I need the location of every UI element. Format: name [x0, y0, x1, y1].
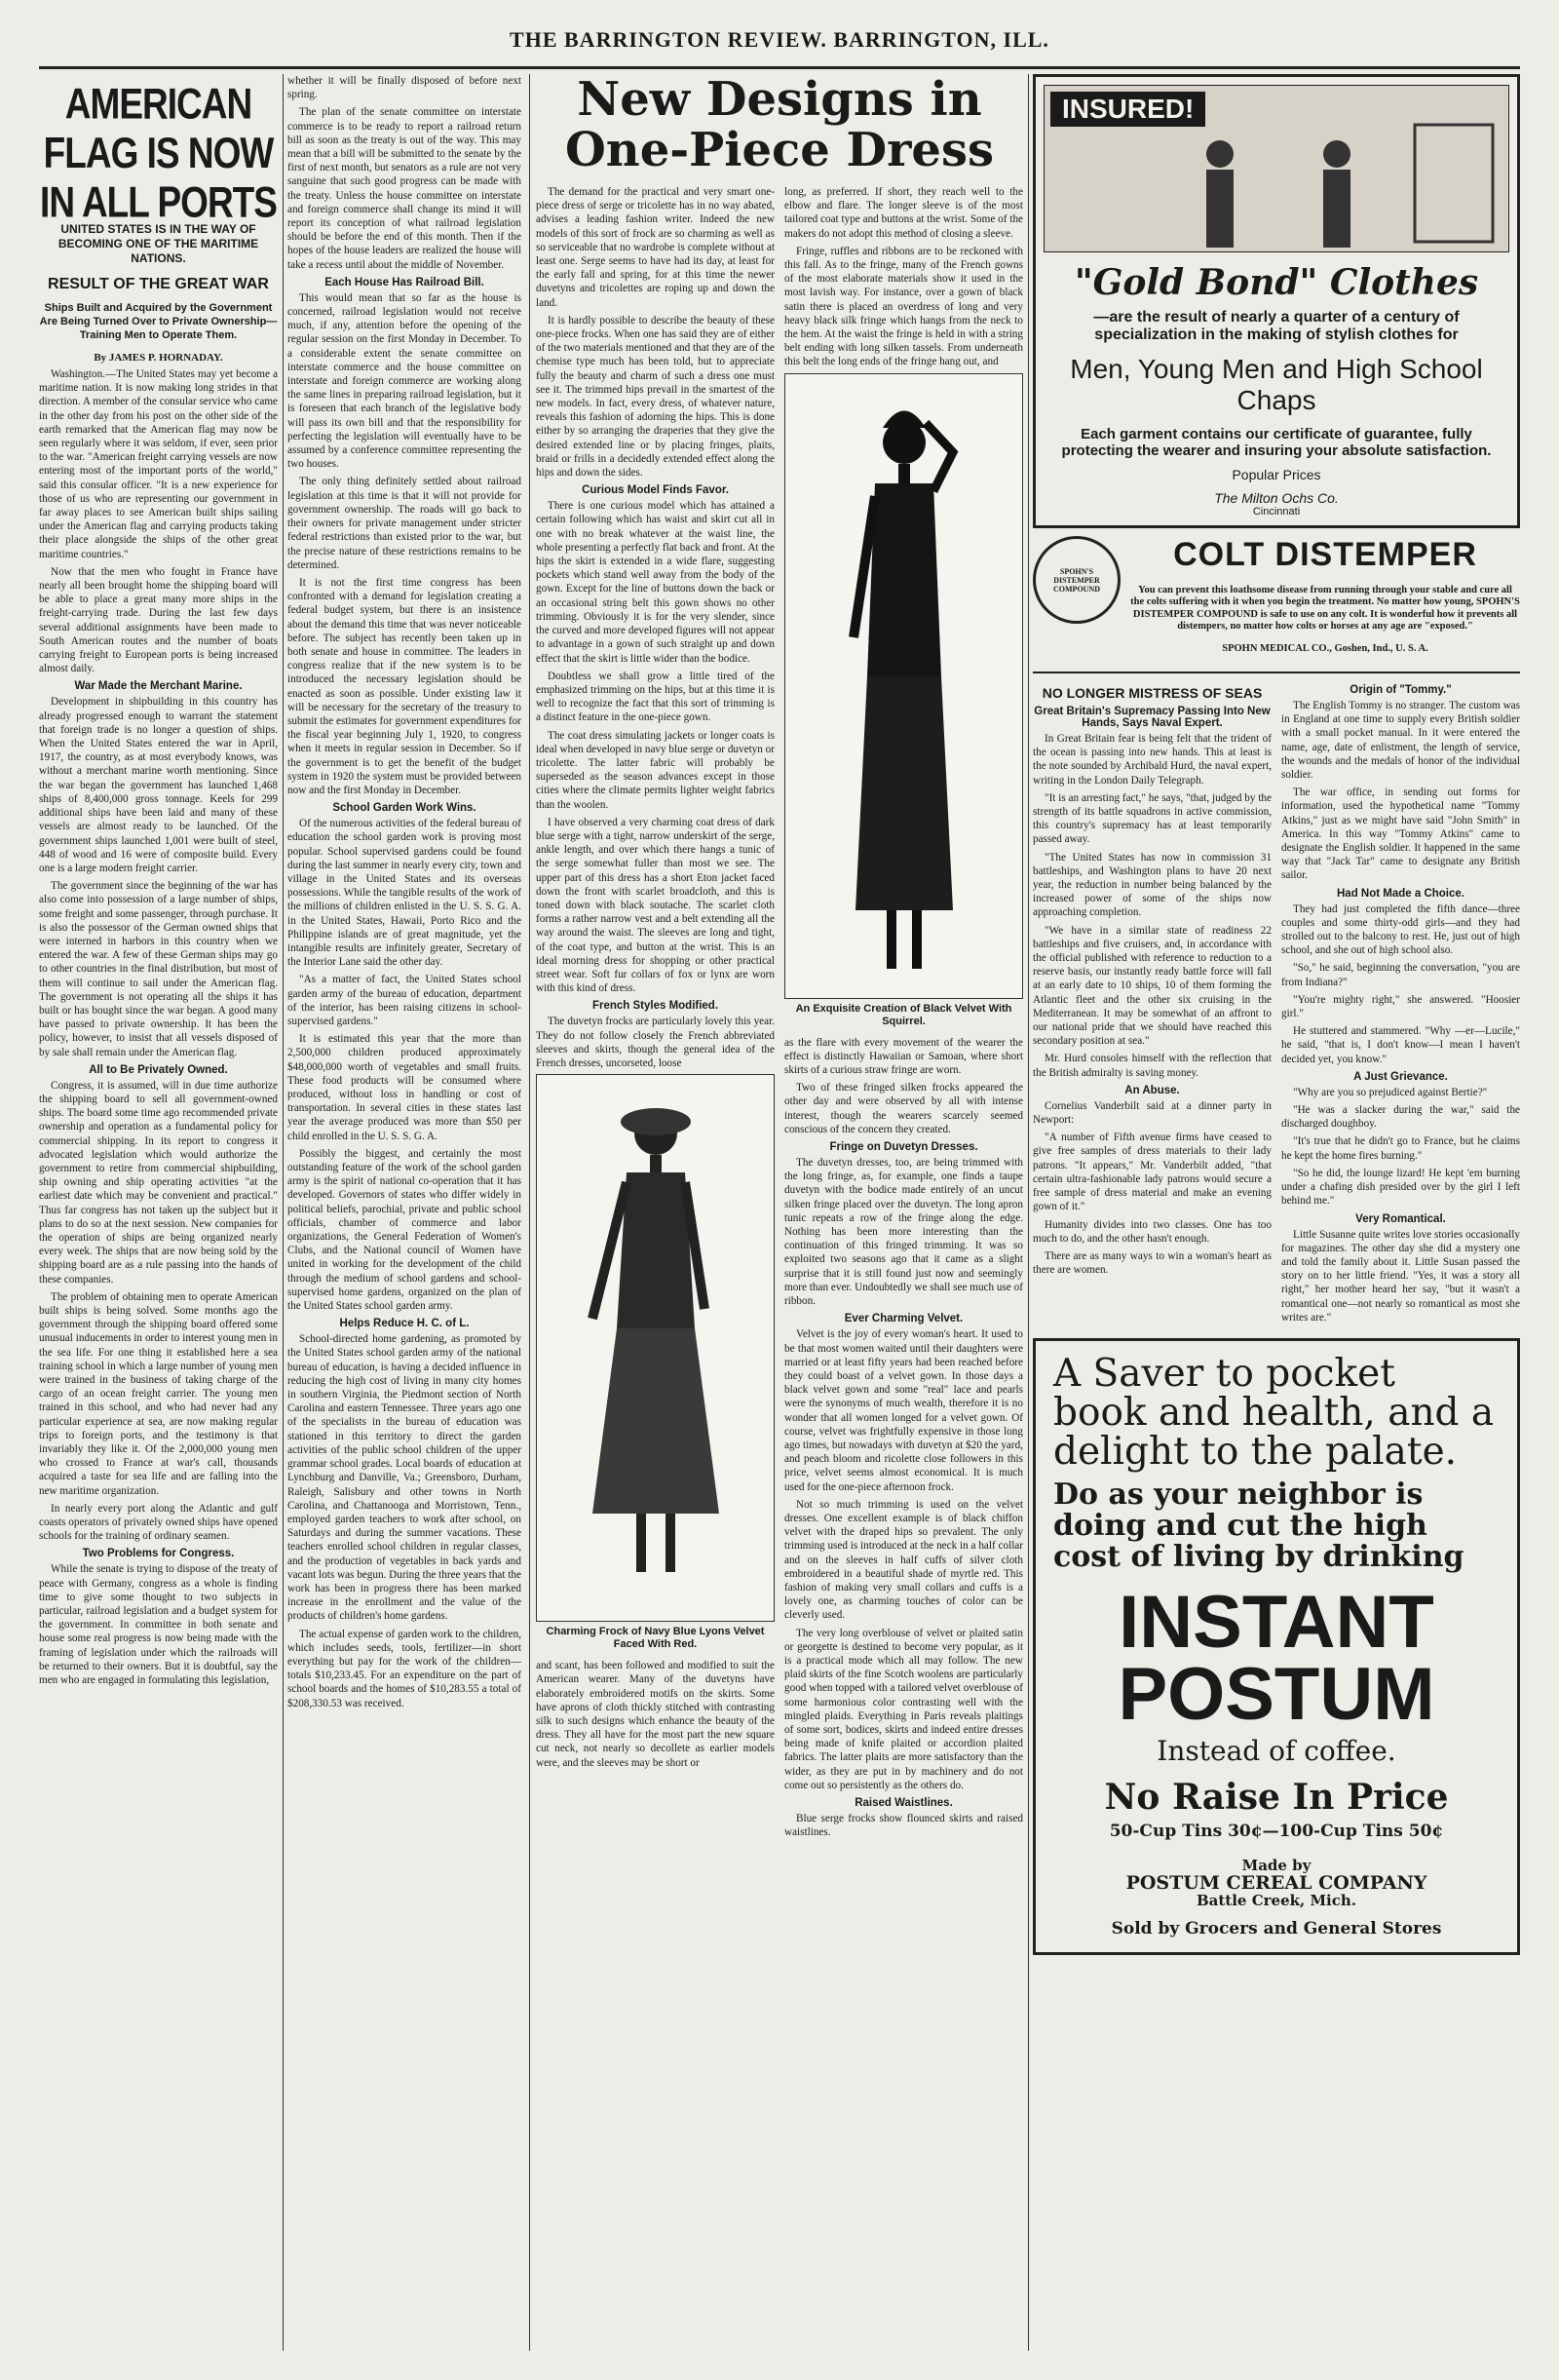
article-title: Origin of "Tommy." [1350, 684, 1452, 696]
seas-article [1033, 679, 1272, 1328]
ad-gold-bond-clothes [1033, 74, 1520, 528]
paragraph: While the senate is trying to dispose of the treaty of peace with Germany, congress as a whole is finding time to give some thought to two subjects in particular, railroad legislation and a budget system for the government. In committee in both senate and house some real progress is now being made with the framing of legislation under which the railroads will be returned to their owners. But it is doubtful, say the men who are engaged in formulating this legislation, [39, 1563, 278, 1687]
ad-text: You can prevent this loathsome disease from running through your stable and cure all the colts suffering with it when you begin the treatment. No matter how young, SPOHN'S DISTEMPER COMPOUND is safe to use on any colt. It is wonderful how it prevents all distempers, no matter how colts or horses at any age are "exposed." [1130, 584, 1520, 632]
paragraph: whether it will be finally disposed of before next spring. [287, 75, 521, 101]
flag-byline: By JAMES P. HORNADAY. [94, 352, 223, 364]
subhead: French Styles Modified. [591, 1000, 719, 1013]
paragraph: The actual expense of garden work to the children, which includes seeds, tools, fertilizer—in short everything but pay for the work of the children—totals $10,233.45. For an expenditure on the part of school boards and the homes of $10,283.55 a total of $208,330.53 was received. [287, 1628, 521, 1709]
paragraph: "We have in a similar state of readiness 22 battleships and five cruisers, and, in accordance with the official published with reference to reduction to a reserve basis, our instantly ready battle force will fall at an early date to 10 ships, 10 of them forming the Atlantic fleet and the other six cruising in the Mediterranean. It may be somewhat of an affront to our national pride that we should have reached this secondary position at sea." [1033, 924, 1272, 1048]
column-ads [1033, 74, 1520, 2351]
dress-right-column [784, 185, 1023, 1843]
paragraph: "The United States has now in commission 31 battleships, and Washington plans to have 20 next year, the reduction in number being balanced by the increased power of some of the ships now approaching completion. [1033, 851, 1272, 919]
ad-company: POSTUM CEREAL COMPANY [1125, 1871, 1427, 1894]
ad-text: Sold by Grocers and General Stores [1111, 1918, 1442, 1939]
ad-text: —are the result of nearly a quarter of a century of specialization in the making of stylish clothes for [1093, 309, 1460, 343]
subhead: A Just Grievance. [1353, 1070, 1448, 1083]
paragraph: The demand for the practical and very smart one-piece dress of serge or tricolette has in no way abated, advises a leading fashion writer. Indeed the new models of this sort of frock are so charming as well as so serviceable that no wardrobe is complete without at least one. Serge seems to have had its day, at least for the early fall and spring, for at this time the newer duvetyns and tricolettes are roping up and down the land. [536, 186, 775, 309]
ad-text: Popular Prices [1232, 467, 1321, 482]
paragraph: long, as preferred. If short, they reach well to the elbow and flare. The longer sleeve is of the most tailored coat type and buttons at the wrist. Some of the makers do not adopt this method of closing a sleeve. [784, 186, 1023, 240]
fashion-illustration-black-velvet [784, 373, 1023, 999]
column-rule [1028, 74, 1029, 2351]
paragraph: and scant, has been followed and modified to suit the American wearer. Many of the duvetyns have elaborately embroidered motifs on the skirts. Some have aprons of cloth thickly stitched with contrasting silk to such designs which enhance the beauty of the dress. They all have for the most part the new square cut neck, not nearly so decollete as earlier models were, and the sleeves may be short or [536, 1660, 775, 1769]
paragraph: Two of these fringed silken frocks appeared the other day and were observed by all with intense interest, though the wearers scarcely seemed conscious of the concern they created. [784, 1082, 1023, 1135]
paragraph: Cornelius Vanderbilt said at a dinner party in Newport: [1033, 1099, 1272, 1127]
paragraph: In nearly every port along the Atlantic and gulf coasts operators of privately owned ships have opened schools for the training of ordinary seamen. [39, 1502, 278, 1543]
subhead: Had Not Made a Choice. [1337, 887, 1464, 900]
paragraph: The government since the beginning of the war has also come into possession of a large number of ships, some freight and some passenger, through purchase. It is also the possessor of the German owned ships that were interned in harbors in this country when we entered the war. A few of these German ships may go to other countries in the final distribution, but most of them will continue to sail under the American flag. The government is not operating all the ships it has built or has bought since the war began. A good many have passed to private ownership. It has been the policy, however, to insist that all vessels disposed of by sale shall remain under the American flag. [39, 880, 278, 1058]
flag-deck-2: RESULT OF THE GREAT WAR [48, 276, 269, 292]
masthead: THE BARRINGTON REVIEW. BARRINGTON, ILL. [39, 27, 1520, 69]
paragraph: "It's true that he didn't go to France, but he claims he kept the home fires burning." [1281, 1135, 1520, 1162]
paragraph: Little Susanne quite writes love stories occasionally for magazines. The other day she did a mystery one and told the family about it. Little Susan passed the story on to her little friend. "Yes, it was a story all right," her mother heard her say, "but it wasn't a romantical one—not nearly so romantical as most she writes are." [1281, 1228, 1520, 1324]
ad-instant-postum [1033, 1338, 1520, 1955]
paragraph: The plan of the senate committee on interstate commerce is to be ready to report a railroad return bill as soon as the treaty is out of the way. This may mean that a bill will be submitted to the senate by the first of next month, but senators as a rule are not very sanguine that such good progress can be made with the treaty. Unless the house committee on interstate and foreign commerce shall change its mind it will report its conception of what railroad legislation should be before the end of this month. Then if the hopes of the house leaders are realized the house will take a recess until about the middle of November. [287, 106, 521, 271]
article-deck: Great Britain's Supremacy Passing Into New Hands, Says Naval Expert. [1034, 706, 1271, 729]
column-rail-article [287, 74, 521, 2351]
paragraph: "A number of Fifth avenue firms have ceased to give free samples of dress materials to their lady patrons. "It appears," Mr. Vanderbilt added, "that certain ultra-fashionable lady patrons would secure a free sample of dress material and make an evening gown of it." [1033, 1132, 1272, 1213]
subhead: School Garden Work Wins. [332, 802, 476, 815]
column-rule [283, 74, 284, 2351]
column-flag-article [39, 74, 278, 2351]
paragraph: "So he did, the lounge lizard! He kept 'em burning under a chafing dish presided over by the girl I left behind me." [1281, 1167, 1520, 1208]
paragraph: Velvet is the joy of every woman's heart. It used to be that most women waited until their daughters were married or at least fifty years had been reached before they could boast of a velvet gown. In those days a black velvet gown and some "real" lace and pearls were the synonyms of much wealth, therefore it is no wonder that all women longed for a velvet gown. Of course, velvet was frightfully expensive in those long ago times, but nowadays with duvetyn at $20 the yard, and peach bloom and ricolette close followers in this price, velvet seems almost economical. It is much used for the one-piece afternoon frock. [784, 1328, 1023, 1493]
paragraph: In Great Britain fear is being felt that the trident of the ocean is passing into new hands. This at least is the note sounded by Archibald Hurd, the naval expert, writing in the London Daily Telegraph. [1033, 733, 1272, 787]
paragraph: The war office, in sending out forms for information, used the hypothetical name "Tommy Atkins," just as we might have said "John Smith" in America. In this way "Tommy Atkins" came to designate the English soldier. It happened in the same way that "Jack Tar" came to designate any British sailor. [1281, 787, 1520, 882]
paragraph: There are as many ways to win a woman's heart as there are women. [1033, 1249, 1272, 1277]
paragraph: "You're mighty right," she answered. "Hoosier girl." [1281, 993, 1520, 1020]
paragraph: It is estimated this year that the more than 2,500,000 children produced approximately $48,000,000 worth of vegetables and small fruits. These food products will be consumed where produced, without loss in handling or cost of transportation. In several cities in these states last year the average produced was more than $50 per child enrolled in the U. S. S. G. A. [287, 1033, 521, 1142]
column-rule [529, 74, 530, 2351]
flag-deck-3: Ships Built and Acquired by the Government Are Being Turned Over to Private Ownership—Training Men to Operate Them. [39, 302, 278, 341]
woman-in-frock-icon [558, 1085, 753, 1611]
paragraph: It is not the first time congress has been confronted with a demand for legislation creating a federal budget system, but there is an insistence about the demand this time that was never noticeable before. The subject has recently been taken up in both senate and house in committee. The leaders in congress realize that if the new system is to be introduced the necessary legislation should be enacted as soon as possible. Under existing law it will be necessary for the secretary of the treasury to submit the estimates for government expenditures for the fiscal year beginning July 1, 1920, to congress when it meets in regular session in December. So if the government is to get the benefit of the budget system in 1920 the system must be provided between now and the first Monday in December. [287, 576, 521, 796]
paragraph: There is one curious model which has attained a certain following which has waist and skirt cut all in one with no break whatever at the waist line, the whole presenting a perfectly flat back and front. At the hips the skirt is extended in a wide flare, suggesting pockets which stand well away from the body of the gown. Except for the line of buttons down the back or an occasional string belt this gown shows no other trimming. Obviously it is for the very slender, since the curved and more developed figures will not appear to advantage in a gown of such straight up and down effect that the skirt is little wider than the bodice. [536, 500, 775, 665]
paragraph: Development in shipbuilding in this country has already progressed enough to warrant the statement that foreign trade is no longer a question of ships. When the United States entered the war in April, 1917, the country, as at most everybody knows, was without a merchant marine worth mentioning. Since the war began the government has launched 1,468 ships of 8,400,000 gross tonnage. Keels for 299 additional ships have been laid and many of these vessels are almost ready to be launched. Of the government ships launched 1,001 were built of steel, 448 of wood and 16 were of composite build. Every one is a large modern freight carrier. [39, 696, 278, 874]
ad-illustration [1044, 85, 1509, 252]
paragraph: Washington.—The United States may yet become a maritime nation. It is now making long strides in that direction. A member of the consular service who came in the other day from his post on the other side of the earth remarked that the American flag may now be seen regularly where it was seldom, if ever, seen prior to the war. "American freight carrying vessels are now entering most of the important ports of the world," said this consular officer. "It is a new experience for those of us who are representing our government in far away places to see American built ships sailing under the American flag and carrying products taking their place alongside the ships of the other great maritime countries." [39, 368, 278, 560]
subhead: Raised Waistlines. [855, 1797, 953, 1809]
paragraph: Of the numerous activities of the federal bureau of education the school garden work is proving most popular. School supervised gardens could be found during the last summer in nearly every city, town and village in the United States and its overseas possessions. While the tangible results of the work of the millions of children enlisted in the U. S. S. G. A. in the United States, Hawaii, Porto Rico and the Philippine islands are of great magnitude, yet the intangible results are infinitely greater, Secretary of the Interior Lane said the other day. [287, 818, 521, 969]
woman-in-gown-icon [807, 384, 1002, 988]
subhead: Two Problems for Congress. [82, 1548, 235, 1560]
ad-company: The Milton Ochs Co. [1214, 490, 1339, 506]
paragraph: The duvetyn frocks are particularly lovely this year. They do not follow closely the French abbreviated sleeves and skirts, though the general idea of the French dresses, uncorseted, loose [536, 1016, 775, 1069]
subhead: All to Be Privately Owned. [89, 1063, 228, 1076]
subhead: War Made the Merchant Marine. [74, 680, 243, 693]
paragraph: The English Tommy is no stranger. The custom was in England at one time to supply every British soldier with a small pocket manual. In it were entered the name, age, date of enlistment, the length of service, the wounds and the medals of honor of the individual soldier. [1281, 700, 1520, 782]
subhead: Helps Reduce H. C. of L. [339, 1318, 470, 1330]
paragraph: Mr. Hurd consoles himself with the reflection that the British admiralty is saving money. [1033, 1053, 1272, 1079]
paragraph: He stuttered and stammered. "Why —er—Lucile," he said, "that is, I don't know—I mean I haven't decided yet, you know." [1281, 1025, 1520, 1065]
paragraph: This would mean that so far as the house is concerned, railroad legislation would not receive much, if any, attention before the opening of the regular session on the first Monday in December. To a considerable extent the senate committee on interstate commerce and the house committee on interstate and foreign commerce are working along the same lines in preparing railroad legislation, but it is foreseen that each branch of the legislative body will pass its own bill and that the responsibility for perfecting the legislation will eventually have to be assumed by a conference committee representing the two houses. [287, 291, 521, 471]
figure-caption: Charming Frock of Navy Blue Lyons Velvet Faced With Red. [546, 1626, 765, 1651]
subhead: An Abuse. [1124, 1084, 1180, 1096]
ad-maker: SPOHN MEDICAL CO., Goshen, Ind., U. S. A. [1222, 643, 1428, 654]
paragraph: Congress, it is assumed, will in due time authorize the shipping board to sell all government-owned ships. The board some time ago recommended private ownership and operation as a fundamental policy for commercial shipping. In its report to congress it advocated legislation which would authorize the government to retire from commercial shipbuilding, ship owning and ship operating activities "at the earliest date which may be convenient and practical." Thus far congress has not taken up the subject but it plans to do so at the next session. New companies for the operation of ships are being organized nearly every week. The ships that are now being sold by the shipping board are as a rule passing into the hands of these companies. [39, 1079, 278, 1286]
paragraph: "He was a slacker during the war," said the discharged doughboy. [1281, 1104, 1520, 1131]
figure-caption: An Exquisite Creation of Black Velvet With Squirrel. [795, 1002, 1012, 1027]
paragraph: The only thing definitely settled about railroad legislation at this time is that it will not provide for government ownership. The roads will go back to their owners for private management under stricter federal restrictions than existed prior to the war, but the precise nature of these restrictions remains to be determined. [287, 476, 521, 571]
article-title: NO LONGER MISTRESS OF SEAS [1042, 685, 1263, 701]
paragraph: They had just completed the fifth dance—three couples and some thirty-odd girls—and they had strolled out to the balcony to rest. He, just out of high school, and she out of high school also. [1281, 902, 1520, 957]
paragraph: Now that the men who fought in France have nearly all been brought home the shipping board will be able to place a great many more ships in the freight-carrying trade. During the last few days several additional assignments have been made to South American routes and the number of boats carrying freight to European ports is being increased almost daily. [39, 565, 278, 675]
ad-title: COLT DISTEMPER [1173, 536, 1477, 573]
paragraph: The coat dress simulating jackets or longer coats is ideal when developed in navy blue serge or duvetyn or tricolette. The latter fabric will probably be superseded as the season advances except in those cities where the climate permits lighter weight fabrics than the woolen. [536, 729, 775, 811]
paragraph: Not so much trimming is used on the velvet dresses. One excellent example is of black chiffon velvet with the draped hips so prevalent. The only trimming used is introduced at the neck in a half collar and on the sleeves in half cuffs of silver cloth embroidered in a beautiful shade of myrtle red. This fashion of making very small collars and cuffs is a lovely one, as charming touches of color can be cleverly used. [784, 1498, 1023, 1622]
paragraph: "So," he said, beginning the conversation, "you are from Indiana?" [1281, 962, 1520, 988]
ad-text: Instead of coffee. [1157, 1734, 1396, 1767]
paragraph: It is hardly possible to describe the beauty of these one-piece frocks. When one has said they are of either of the two materials mentioned and that they are of the chemise type much has been told, but to appreciate fully the beauty and charm of such a dress one must see it. The trimmed hips prevail in the smartest of the new models. In fact, every dress, of whatever nature, reveals this fashion of adorning the hips. This is done either by so arranging the draperies that they give the desired extended line or by placing fringes, plaits, braid or frills in a decidedly extended effect along the hips and down the sides. [536, 314, 775, 480]
ad-text: Do as your neighbor is doing and cut the high cost of living by drinking [1053, 1477, 1464, 1574]
ad-banner: INSURED! [1050, 92, 1205, 127]
paragraph: "Why are you so prejudiced against Bertie?" [1293, 1086, 1488, 1098]
ad-text: No Raise In Price [1104, 1776, 1449, 1818]
paragraph: The duvetyn dresses, too, are being trimmed with the long fringe, as, for example, one finds a taupe duvetyn with the bodice made entirely of an uncut silken fringe placed over the duvetyn. The long apron tunic repeats a row of the fringe along the edge. Nothing has been more interesting than the continuation of this fringed trimming. It was so exploited two seasons ago that it came as a slight surprise that it is still found just now and seemingly more than ever. Undoubtedly we shall see much use of ribbon. [784, 1157, 1023, 1308]
dress-headline: New Designs in One-Piece Dress [564, 74, 994, 177]
ad-prices: 50-Cup Tins 30¢—100-Cup Tins 50¢ [1109, 1821, 1444, 1841]
paragraph: Doubtless we shall grow a little tired of the emphasized trimming on the hips, but at this time it is well to recognize the fact that this sort of trimming is a distinct feature in the one-piece gown. [536, 670, 775, 724]
paragraph: The problem of obtaining men to operate American built ships is being solved. Some months ago the government through the shipping board offered some unusual inducements in order to interest young men in the sea life. For one thing it established here a sea training school in which a large number of young men were trained in the business of taking charge of the cargo of an ocean freight carrier. The young men trained in this school, and who had never had any particular experience at sea, are now making regular trips to foreign ports, and the testimony is that invariably they like it. Of the 2,000,000 young men who crossed to France at war's call, thousands acquired a taste for sea life and are falling into the new maritime organization. [39, 1290, 278, 1497]
paragraph: The very long overblouse of velvet or plaited satin or georgette is destined to become very popular, as it is a practical mode which all may follow. The new plaid skirts of the fine Scotch woolens are particularly good when topped with a tailored velvet overblouse of some harmonious color contrasting well with the mingled plaids. Everything in Paris reveals plaitings of some sort, bodices, skirts and indeed entire dresses being made of knife plaited or accordion plaited fabrics. The latter plaits are more satisfactory than the wider, as they are put in by machinery and do not come out so persistently as the others do. [784, 1627, 1023, 1791]
fashion-illustration-navy-frock [536, 1074, 775, 1622]
spohn-seal-icon: SPOHN'S DISTEMPER COMPOUND [1033, 536, 1121, 624]
flag-deck-1: UNITED STATES IS IN THE WAY OF BECOMING ONE OF THE MARITIME NATIONS. [57, 222, 259, 265]
ad-brand-name: "Gold Bond" Clothes [1074, 262, 1479, 303]
paragraph: Fringe, ruffles and ribbons are to be reckoned with this fall. As to the fringe, many of the French gowns of the most elaborate materials show it used in the most lavish way. For instance, over a gown of black satin there is placed an overdress of long and very heavy black silk fringe which hangs from the neck to the hem. At the waist the fringe is held in with a string belt ending with long silken tassels. From underneath this belt the long ends of the fringe hang out, and [784, 245, 1023, 368]
subhead: Ever Charming Velvet. [844, 1313, 964, 1325]
ad-text: Men, Young Men and High School Chaps [1070, 354, 1483, 415]
subhead: Fringe on Duvetyn Dresses. [829, 1141, 978, 1154]
paragraph: Blue serge frocks show flounced skirts and raised waistlines. [784, 1813, 1023, 1839]
paragraph: Humanity divides into two classes. One has too much to do, and the other hasn't enough. [1033, 1218, 1272, 1245]
column-dress-article [536, 74, 1023, 2351]
ad-maker [1053, 1857, 1500, 1909]
tommy-article [1281, 679, 1520, 1328]
dress-left-column [536, 185, 775, 1843]
flag-headline: AMERICAN FLAG IS NOW IN ALL PORTS [40, 80, 277, 226]
subhead: Very Romantical. [1355, 1212, 1446, 1225]
ad-city: Battle Creek, Mich. [1196, 1891, 1357, 1909]
paragraph: "It is an arresting fact," he says, "that, judged by the strength of its battle squadrons in active commission, this country's supremacy has at least temporarily passed away. [1033, 791, 1272, 846]
ad-text: A Saver to pocket book and health, and a delight to the palate. [1053, 1351, 1495, 1474]
ad-city: Cincinnati [1252, 506, 1301, 518]
ad-colt-distemper [1033, 536, 1520, 673]
ad-brand-name: INSTANT POSTUM [1118, 1580, 1435, 1736]
ad-text: Each garment contains our certificate of guarantee, fully protecting the wearer and insuring your absolute satisfaction. [1061, 426, 1492, 459]
paragraph: I have observed a very charming coat dress of dark blue serge with a tight, narrow underskirt of the serge, ankle length, and over which there hangs a tunic of the serge somewhat fuller than most we see. The upper part of this dress has a short Eton jacket faced down the front with scarlet broadcloth, and this is toned down with black soutache. The scarlet cloth forms a rather narrow vest and a belt extending all the way around the waist. The sleeves are long and tight, of the coat type, and button at the wrist. This is an ideal morning dress for shopping or other practical street wear. Soft fur collars of fox or lynx are worn with this kind of dress. [536, 816, 775, 995]
subhead: Curious Model Finds Favor. [582, 484, 729, 497]
ad-maker-label: Made by [1241, 1856, 1312, 1874]
paragraph: School-directed home gardening, as promoted by the United States school garden army of the national bureau of education, is having a decided influence in reducing the high cost of living in many city homes in southern Virginia, the Piedmont section of North Carolina and eastern Tennessee. Three years ago one of the specialists in the bureau of education was stationed in this territory to direct the garden activities of the public school children of the upper grammar school grades. Local boards of education at Lynchburg and Danville, Va.; Greensboro, Durham, Raleigh, Salisbury and other towns in North Carolina, and Chattanooga and Morristown, Tenn., employed garden teachers to work after school, on Saturdays and during the summer vacations. These teachers enrolled school children in regular classes, and the production of vegetables in back yards and vacant lots was begun. During the three years that the work has been in progress there has been marked increase in the enrollment and the value of the products of children's home gardens. [287, 1333, 521, 1623]
subhead: Each House Has Railroad Bill. [324, 276, 484, 288]
paragraph: as the flare with every movement of the wearer the effect is distinctly Hawaiian or Samoan, where short skirts of a curious straw fringe are worn. [784, 1036, 1023, 1077]
paragraph: "As a matter of fact, the United States school garden army of the bureau of education, department of the interior, has been raising citizens in school-supervised gardens." [287, 974, 521, 1027]
paragraph: Possibly the biggest, and certainly the most outstanding feature of the work of the school garden army is the spirit of national co-operation that it has developed. Governors of states who differ widely in political beliefs, parochial, private and public school officials, chamber of commerce and labor organizations, the General Federation of Women's Clubs, and the National council of Women have united in working for the development of the child through the medium of school gardens and school-supervised home gardens, organized on the plan of the United States school garden army. [287, 1147, 521, 1313]
